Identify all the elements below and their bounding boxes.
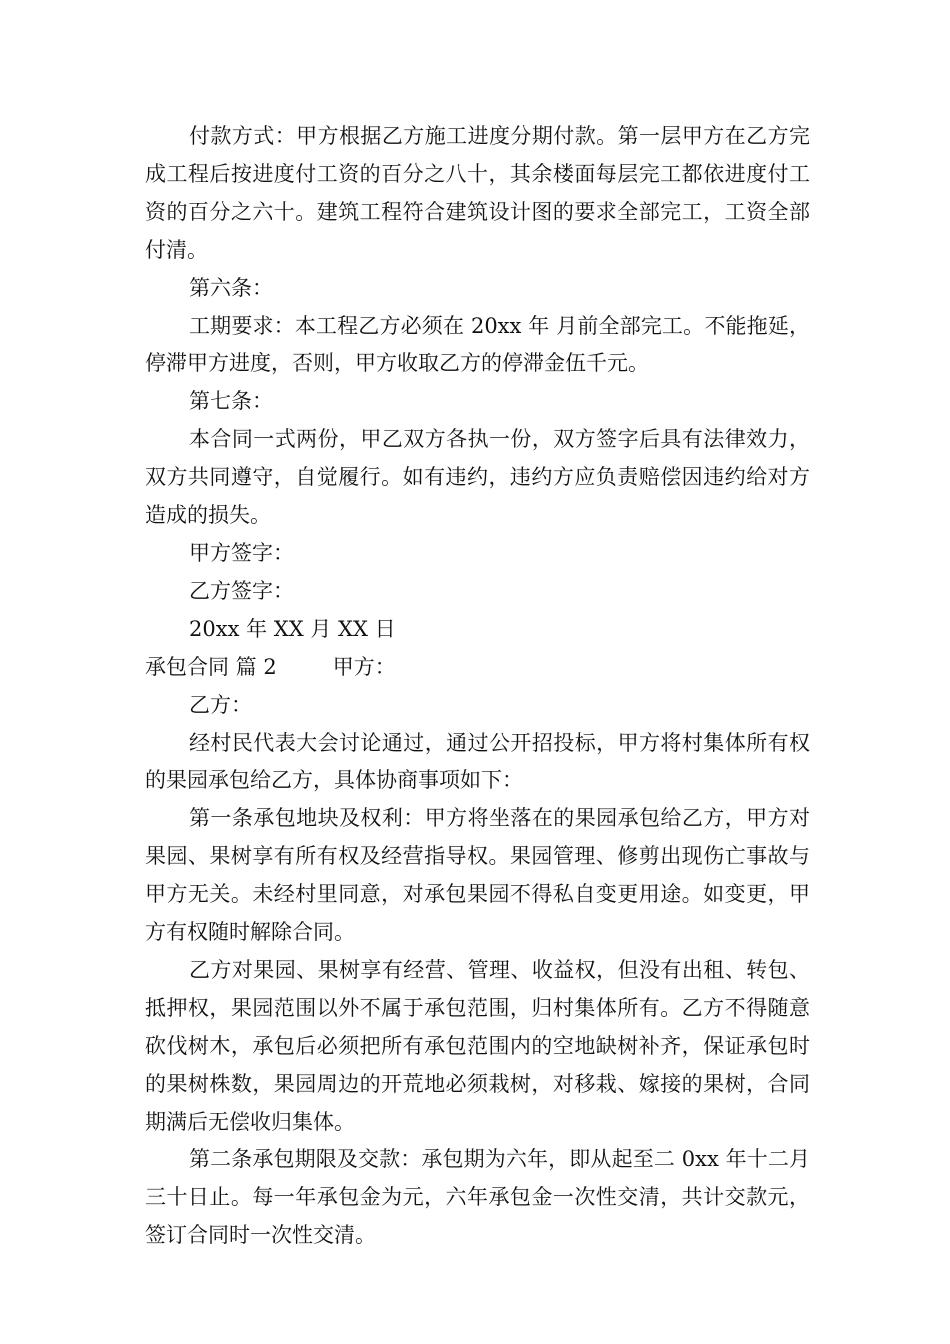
article-6-heading: 第六条： (189, 275, 273, 300)
paragraph-article-1: 第一条承包地块及权利：甲方将坐落在的果园承包给乙方，甲方对果园、果树享有所有权及经营指导权。果园管理、修剪出现伤亡事故与甲方无关。未经村里同意，对承包果园不得私自变更用途。如变更，甲方有权随时解除合同。 (145, 806, 810, 945)
section-2-party-a: 甲方： (332, 654, 396, 679)
paragraph-intro: 经村民代表大会讨论通过，通过公开招投标，甲方将村集体所有权的果园承包给乙方，具体协商事项如下： (145, 730, 810, 793)
section-2-heading-line (145, 649, 810, 687)
section-2-heading: 承包合同 篇 2 (145, 654, 277, 679)
section-2-party-b: 乙方： (189, 692, 252, 717)
document-body (145, 118, 810, 1255)
party-b-signature: 乙方签字： (189, 578, 294, 603)
article-7-heading: 第七条： (189, 389, 273, 414)
paragraph-copies: 本合同一式两份，甲乙双方各执一份，双方签字后具有法律效力，双方共同遵守，自觉履行。如有违约，违约方应负责赔偿因违约给对方造成的损失。 (145, 427, 810, 528)
signature-date: 20xx 年 XX 月 XX 日 (189, 616, 396, 641)
paragraph-payment-method: 付款方式：甲方根据乙方施工进度分期付款。第一层甲方在乙方完成工程后按进度付工资的百分之八十，其余楼面每层完工都依进度付工资的百分之六十。建筑工程符合建筑设计图的要求全部完工，工资全部付清。 (145, 124, 810, 262)
paragraph-article-2: 第二条承包期限及交款：承包期为六年，即从起至二 0xx 年十二月三十日止。每一年承包金为元，六年承包金一次性交清，共计交款元，签订合同时一次性交清。 (145, 1147, 810, 1248)
paragraph-rights: 乙方对果园、果树享有经营、管理、收益权，但没有出租、转包、抵押权，果园范围以外不属于承包范围，归村集体所有。乙方不得随意砍伐树木，承包后必须把所有承包范围内的空地缺树补齐，保证承包时的果树株数，果园周边的开荒地必须栽树，对移栽、嫁接的果树，合同期满后无偿收归集体。 (145, 957, 810, 1134)
party-a-signature: 甲方签字： (189, 540, 294, 565)
paragraph-schedule: 工期要求：本工程乙方必须在 20xx 年 月前全部完工。不能拖延，停滞甲方进度，否则，甲方收取乙方的停滞金伍千元。 (145, 313, 810, 376)
